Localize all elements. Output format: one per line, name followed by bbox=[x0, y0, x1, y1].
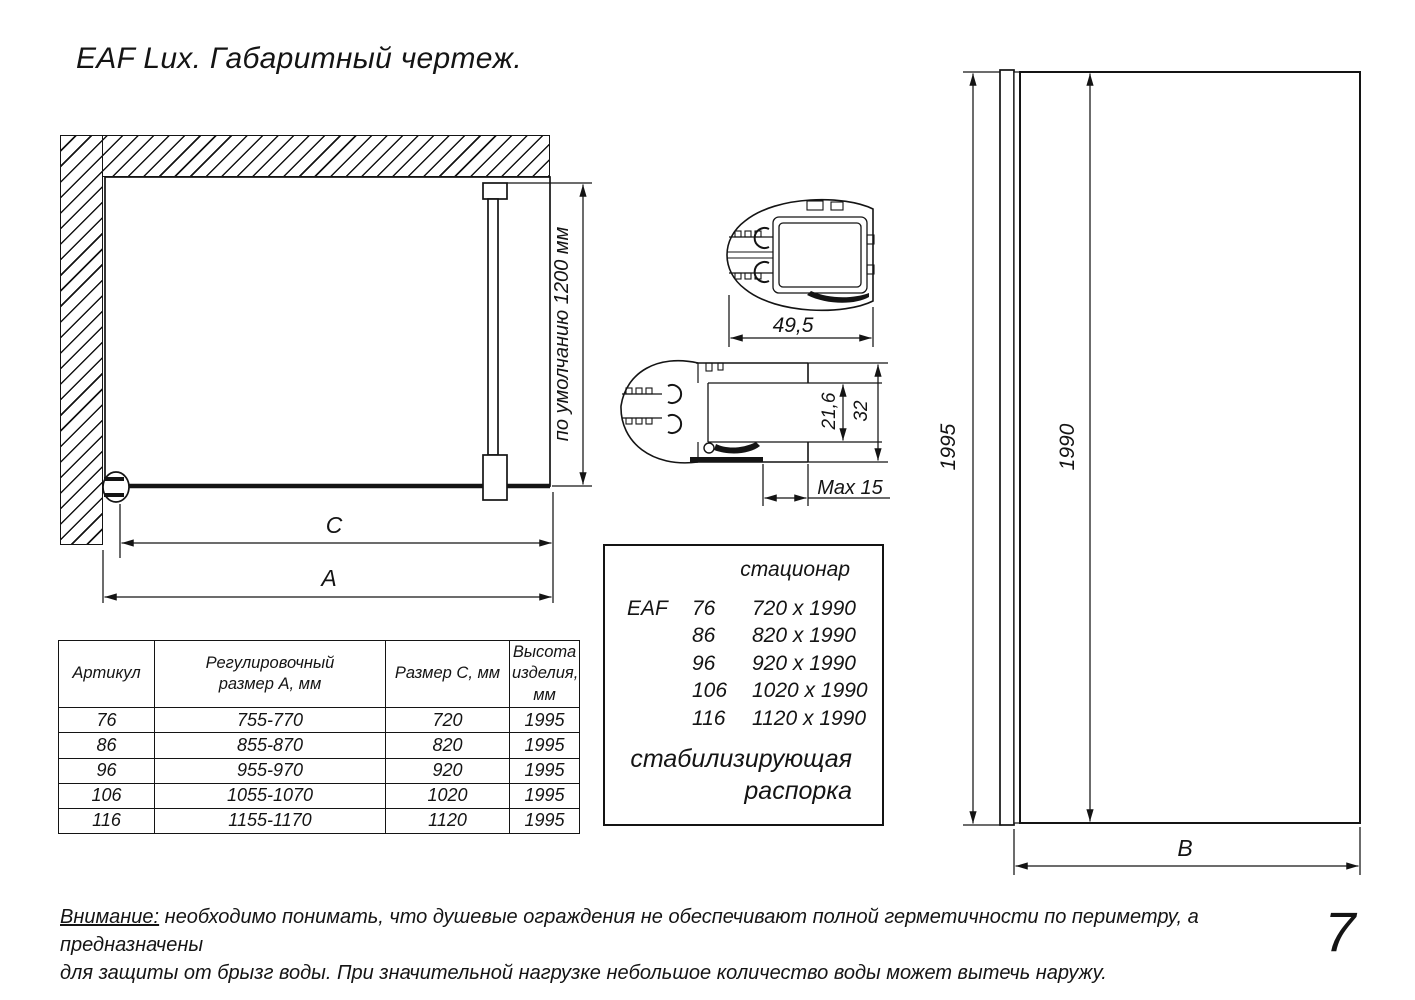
drawing-title: EAF Lux. Габаритный чертеж. bbox=[76, 42, 523, 75]
col-header-article: Артикул bbox=[59, 641, 155, 708]
table-row: 86 855-870 820 1995 bbox=[59, 733, 580, 758]
bar-wall-mount bbox=[483, 183, 507, 199]
spec-box-footer-line2: распорка bbox=[744, 776, 852, 805]
table-row: 106 1055-1070 1020 1995 bbox=[59, 783, 580, 808]
table-row: 116 1155-1170 1120 1995 bbox=[59, 808, 580, 833]
dim-label-c: C bbox=[325, 511, 343, 538]
spec-row: 116 1120 x 1990 bbox=[692, 706, 867, 730]
dim-label-a: A bbox=[321, 564, 337, 591]
table-row: 96 955-970 920 1995 bbox=[59, 758, 580, 783]
spec-row: 86 820 x 1990 bbox=[692, 624, 856, 648]
wall-profile-front bbox=[1000, 70, 1014, 825]
dim-label-bar-default: по умолчанию 1200 мм bbox=[550, 226, 573, 442]
profile2-gasket bbox=[714, 442, 760, 453]
dim-label-32: 32 bbox=[851, 400, 872, 422]
dim-label-1995: 1995 bbox=[937, 423, 960, 471]
spec-row: EAF 76 720 x 1990 bbox=[627, 596, 856, 620]
spec-row: 106 1020 x 1990 bbox=[692, 679, 868, 703]
dim-label-b: B bbox=[1177, 834, 1193, 861]
dim-label-1990: 1990 bbox=[1056, 423, 1079, 471]
warning-note bbox=[60, 903, 1270, 987]
spec-box-header: стационар bbox=[740, 558, 850, 581]
profile-outline bbox=[727, 200, 873, 311]
col-header-size-c: Размер С, мм bbox=[386, 641, 510, 708]
table-row: 76 755-770 720 1995 bbox=[59, 708, 580, 733]
spec-box bbox=[603, 544, 884, 826]
col-header-height: Высота изделия, мм bbox=[510, 641, 580, 708]
spec-box-footer-line1: стабилизирующая bbox=[630, 744, 852, 773]
col-header-size-a: Регулировочный размер А, мм bbox=[155, 641, 386, 708]
dim-label-49-5: 49,5 bbox=[772, 314, 814, 337]
size-table-header-row bbox=[59, 641, 580, 708]
warning-note-line2: для защиты от брызг воды. При значительной нагрузке небольшое количество воды может вытечь наружу. bbox=[60, 962, 1107, 984]
profile2-outline bbox=[621, 361, 698, 463]
glass-panel-plan bbox=[105, 177, 550, 486]
front-view-drawing bbox=[930, 55, 1390, 885]
dim-label-21-6: 21,6 bbox=[819, 392, 840, 430]
spec-box-rows bbox=[605, 595, 882, 733]
bar-glass-clamp bbox=[483, 455, 507, 500]
dim-label-max-15: Max 15 bbox=[817, 476, 883, 499]
wall-profile-bracket bbox=[103, 472, 129, 502]
warning-note-label: Внимание: bbox=[60, 906, 160, 928]
plan-dimension-lines bbox=[103, 183, 592, 603]
warning-note-line1: необходимо понимать, что душевые ограждения не обеспечивают полной герметичности по периметру, а предназначены bbox=[60, 906, 1199, 956]
stabilizing-bar bbox=[488, 199, 498, 455]
page-number: 7 bbox=[1324, 899, 1356, 963]
size-table bbox=[58, 640, 580, 834]
spec-row: 96 920 x 1990 bbox=[692, 651, 856, 675]
